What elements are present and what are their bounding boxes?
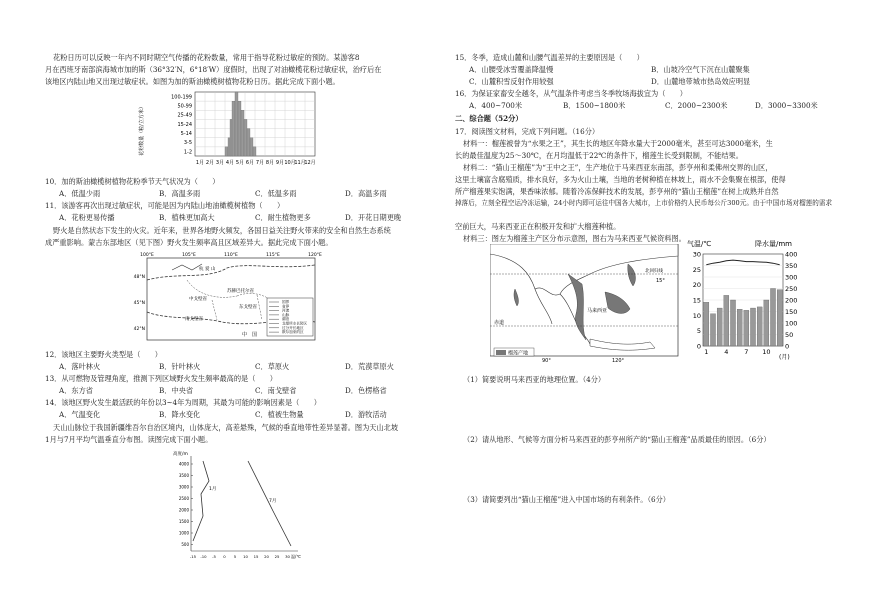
q10-option-c[interactable]: C．低温多雨 <box>255 189 297 198</box>
q14-option-b[interactable]: B．降水变化 <box>159 410 201 419</box>
temp-xtick: 15 <box>253 554 259 559</box>
map-lat-label: 42°N <box>133 327 145 332</box>
map-legend-item: 过分开长地区 <box>282 325 304 330</box>
map-legend-item: 戈壁所水长防区 <box>282 321 308 326</box>
q12-option-c[interactable]: C．草原火 <box>255 362 290 371</box>
climate-precip-bar <box>724 295 729 346</box>
climate-precip-bar <box>750 308 755 346</box>
climate-precip-tick: 400 <box>785 250 798 259</box>
map-legend-item: 湖泊 <box>282 317 290 322</box>
material3: 材料三：图左为榴莲主产区分布示意图，图右为马来西亚气候资料图。 <box>463 234 686 243</box>
map-lon-label: 105°E <box>182 253 196 258</box>
q14-stem: 14．该地区野火发生最活跃的年份以3~4年为周期，其最为可能的影响因素是（ ） <box>45 398 321 407</box>
map-country-label: 中 国 <box>242 332 258 338</box>
pollen-bar <box>225 147 228 156</box>
pollen-xtick: 3月 <box>215 160 225 166</box>
map-lon-label: 100°E <box>140 253 154 258</box>
intro-pollen-1: 花粉日历可以反映一年内不同时期空气传播的花粉数量，常用于指导花粉过敏症的预防。某游客8 <box>53 53 360 62</box>
climate-precip-bar <box>710 314 715 346</box>
pollen-calendar-chart <box>135 90 345 170</box>
q16-option-d[interactable]: D．3000~3300米 <box>755 101 818 110</box>
q16-option-c[interactable]: C．2000~2300米 <box>665 101 728 110</box>
pollen-xtick: 2月 <box>205 160 215 166</box>
pollen-ylabel: 花粉数量（粒/立方米） <box>139 104 145 156</box>
map-region-label: 中戈壁省 <box>189 297 207 302</box>
jan-temp-line <box>193 461 209 541</box>
map-lon-90: 90° <box>542 358 551 364</box>
q16-option-b[interactable]: B．1500~1800米 <box>563 101 626 110</box>
q16-option-a[interactable]: A．400~700米 <box>469 101 523 110</box>
q14-option-a[interactable]: A．气温变化 <box>59 410 101 419</box>
pollen-ytick: 50-99 <box>177 103 192 110</box>
pollen-xtick: 10月 <box>284 160 296 166</box>
map-legend-item: 省界 <box>282 304 290 309</box>
climate-precip-tick: 350 <box>785 262 798 270</box>
sub-question-2: （2）请从地形、气候等方面分析马来西亚的彭亨州所产的“猫山王榴莲”品质最佳的原因。（6分） <box>463 435 771 444</box>
durian-region-map <box>490 244 680 364</box>
material2-line4: 掉落后，立刻全程空运冷冻运输，24小时内即可运往中国各大城市，上市价格约人民币每公斤300元。由于中国市场对榴莲的需求 <box>455 199 833 207</box>
section-heading: 二、综合题（52分） <box>455 114 523 123</box>
pollen-bar <box>247 129 250 156</box>
jan-line-label: 1月 <box>209 487 217 492</box>
q15-option-b[interactable]: B．山坡冷空气下沉在山麓聚集 <box>651 65 750 74</box>
q11-stem: 11．该游客再次出现过敏症状，可能是因为内陆山地油橄榄树植物（ ） <box>45 201 285 210</box>
climate-month-tick: 7 <box>744 348 749 356</box>
pollen-ytick: 5-14 <box>180 130 192 137</box>
map-region-label: 南戈壁省 <box>185 317 203 322</box>
temp-xunit: 温/℃ <box>291 554 301 559</box>
tianshan-temperature-chart <box>163 446 313 566</box>
pollen-bar <box>244 119 247 156</box>
intro-pollen-2: 月在西班牙南部滨海城市加的斯（36°32′N，6°18′W）度假时，出现了对油橄榄花粉过敏症状，治疗后在 <box>45 65 382 74</box>
temp-ytick: 3000 <box>178 484 189 490</box>
q12-option-a[interactable]: A．落叶林火 <box>59 362 101 371</box>
pollen-xtick: 9月 <box>275 160 285 166</box>
q12-option-d[interactable]: D．荒漠草原火 <box>345 362 394 371</box>
climate-precip-bar <box>704 302 709 346</box>
pollen-xtick: 6月 <box>245 160 255 166</box>
temp-ytick: 2500 <box>178 496 189 501</box>
climate-temp-unit: 气温/℃ <box>687 240 712 248</box>
pollen-bar <box>241 110 244 156</box>
climate-precip-bar <box>764 300 769 346</box>
map-region-label: 东戈壁省 <box>239 305 257 310</box>
map-tropic-label: 北回归线 <box>645 269 663 274</box>
material1-line2: 长的最佳温度为25～30℃，在月均温低于22℃的条件下，榴莲生长受到限制，不能结果。 <box>455 151 743 160</box>
map-lat-label: 45°N <box>133 301 145 306</box>
climate-precip-bar <box>730 300 735 346</box>
temp-xtick: 0 <box>223 554 226 559</box>
climate-month-unit: (月) <box>779 354 790 361</box>
pollen-ytick: 25-49 <box>177 112 192 119</box>
sub-question-1: （1）简要说明马来西亚的地理位置。（4分） <box>463 375 606 384</box>
climate-month-tick: 10 <box>762 348 771 356</box>
climate-temp-tick: 5 <box>696 327 701 336</box>
climate-precip-bar <box>770 289 775 347</box>
q13-option-b[interactable]: B．中央省 <box>159 386 194 395</box>
q13-stem: 13．从可燃物及管理角度，推测下列区域野火发生频率最高的是（ ） <box>45 374 277 383</box>
map-lon-label: 120°E <box>308 253 322 258</box>
temp-ytick: 500 <box>181 542 189 547</box>
map-lat-label: 48°N <box>133 275 145 280</box>
climate-temp-tick: 0 <box>696 342 701 351</box>
material2-line1: 材料二：“猫山王榴莲”为“王中之王”，生产地位于马来西亚东南部，彭亨州和柔佛州交界的山区， <box>463 163 773 172</box>
temp-xtick: -10 <box>200 554 207 559</box>
map-equator-label: 赤道 <box>494 320 505 326</box>
intro-wildfire-1: 野火是自然状态下发生的火灾。近年来，世界各地野火频发，各国日益关注野火带来的安全和自然生态系统 <box>53 226 391 235</box>
climate-precip-bar <box>777 290 782 346</box>
q17-stem: 17．阅读图文材料，完成下列问题。（16分） <box>455 127 600 136</box>
pollen-xtick: 11月 <box>294 160 306 166</box>
q15-stem: 15．冬季，造成山麓和山腰气温差异的主要原因是（ ） <box>455 53 644 62</box>
temp-ytick: 2000 <box>178 507 189 513</box>
temp-xtick: -5 <box>212 554 216 559</box>
climate-temp-tick: 10 <box>692 311 701 320</box>
climate-temp-tick: 25 <box>692 265 701 274</box>
q16-stem: 16．为保证家畜安全越冬，从气温条件考虑当冬季牧场海拔宜为（ ） <box>455 89 687 98</box>
climate-month-tick: 1 <box>704 348 709 356</box>
climate-temp-tick: 15 <box>692 296 701 305</box>
climate-temp-tick: 20 <box>692 281 701 290</box>
map-legend-item: 河流 <box>282 308 290 313</box>
temp-xtick: 30 <box>285 554 290 559</box>
material1-line1: 材料一：榴莲被誉为“水果之王”，其生长的地区年降水量大于2000毫米，甚至可达3000毫米，生 <box>463 139 773 148</box>
map-legend-item: 国界 <box>282 300 290 304</box>
temp-xtick: 25 <box>274 554 280 559</box>
map-region-label: 苏赫巴托尔省 <box>227 289 254 294</box>
climate-precip-tick: 200 <box>785 296 798 305</box>
q15-option-c[interactable]: C．山麓积雪反射作用较强 <box>469 77 554 86</box>
q10-option-d[interactable]: D．高温多雨 <box>345 189 387 198</box>
sub-question-3: （3）请简要列出“猫山王榴莲”进入中国市场的有利条件。（6分） <box>463 495 670 504</box>
pollen-bar <box>235 92 238 156</box>
material2-line2: 这里土壤富含腐殖质，排水良好，多为火山土壤，当地的老树种植在林坡上，雨水不会集聚在根部，使得 <box>455 175 786 184</box>
pollen-ytick: 1-2 <box>183 149 192 156</box>
climate-temp-tick: 30 <box>692 250 701 259</box>
climate-precip-tick: 300 <box>785 273 798 282</box>
climate-precip-bar <box>757 307 762 346</box>
pollen-xtick: 4月 <box>225 160 235 166</box>
q11-option-d[interactable]: D．开花日期更晚 <box>345 213 402 222</box>
climate-precip-tick: 150 <box>785 308 798 316</box>
q12-option-b[interactable]: B．针叶林火 <box>159 362 201 371</box>
pollen-bar <box>232 101 235 156</box>
q10-stem: 10．加的斯油橄榄树植物花粉季节天气状况为（ ） <box>45 177 220 186</box>
temp-xtick: 20 <box>264 554 269 559</box>
q15-option-a[interactable]: A．山腰受冰雪覆盖降温慢 <box>469 65 554 74</box>
temp-xtick: -15 <box>189 554 197 559</box>
climate-month-tick: 4 <box>724 348 729 356</box>
pollen-ytick: 15-24 <box>177 121 192 128</box>
map-lon-label: 115°E <box>266 253 280 258</box>
climate-precip-bar <box>717 308 722 346</box>
pollen-xtick: 12月 <box>304 160 316 166</box>
temp-ytick: 4000 <box>178 461 189 467</box>
material2-line5: 空前巨大，马来西亚正在积极开发和扩大榴莲种植。 <box>455 222 621 231</box>
map-region-label: 杭 <box>199 267 204 272</box>
pollen-bar <box>238 101 241 156</box>
climate-precip-tick: 100 <box>785 319 798 328</box>
q13-option-d[interactable]: D．色楞格省 <box>345 386 387 395</box>
map-legend-item: 山脉 <box>282 312 290 317</box>
climate-precip-unit: 降水量/mm <box>755 240 792 248</box>
map-malaysia-label: 马来西亚 <box>587 308 608 314</box>
climate-precip-bar <box>744 310 749 346</box>
q15-option-d[interactable]: D．山麓地带城市热岛效应明显 <box>651 77 751 86</box>
map-region-label: 山 <box>211 267 216 272</box>
climate-precip-tick: 50 <box>785 331 794 339</box>
q14-option-c[interactable]: C．植被生物量 <box>255 410 304 419</box>
climate-temp-line <box>706 260 779 265</box>
climate-precip-tick: 250 <box>785 285 798 293</box>
pollen-xtick: 1月 <box>195 160 205 166</box>
malaysia-climate-chart <box>683 236 813 362</box>
map-lat-15: 15° <box>656 278 665 284</box>
q13-option-a[interactable]: A．东方省 <box>59 386 93 395</box>
map-legend-swatch <box>496 350 506 355</box>
temp-xtick: 5 <box>233 554 237 559</box>
q10-option-a[interactable]: A．低温少雨 <box>59 189 101 198</box>
mongolia-map <box>127 250 347 346</box>
q11-option-c[interactable]: C．耐生植物更多 <box>255 213 311 222</box>
intro-wildfire-2: 成严重影响。蒙古东部地区（见下图）野火发生频率高且区域差异大。据此完成下面小题。 <box>45 238 333 247</box>
pollen-xtick: 5月 <box>235 160 245 166</box>
pollen-bar <box>253 147 256 156</box>
map-legend-item: 散尔加来的区 <box>282 330 304 335</box>
temp-ylabel: 高度/m <box>173 452 188 457</box>
map-lon-120: 120° <box>612 358 625 364</box>
pollen-bar <box>250 138 253 156</box>
intro-tianshan-2: 1月与7月平均气温垂直分布图。读图完成下面小题。 <box>45 435 213 444</box>
map-legend-label: 榴莲产地 <box>508 350 529 357</box>
temp-xtick: 10 <box>243 554 248 559</box>
pollen-xtick: 7月 <box>255 160 265 166</box>
pollen-ytick: 100-199 <box>171 94 192 101</box>
temp-ytick: 3500 <box>178 473 189 478</box>
q10-option-b[interactable]: B．高温多雨 <box>159 189 201 198</box>
q11-option-a[interactable]: A．花粉更易传播 <box>59 213 115 222</box>
temp-ytick: 1500 <box>178 519 189 524</box>
intro-pollen-3: 该地区内陆山地又出现过敏症状。如图为加的斯油橄榄树植物花粉日历。据此完成下面小题。 <box>45 77 340 86</box>
climate-precip-bar <box>737 309 742 346</box>
q12-stem: 12．该地区主要野火类型是（ ） <box>45 350 162 359</box>
pollen-ytick: 3-5 <box>183 140 192 147</box>
jul-line-label: 7月 <box>269 499 277 504</box>
material2-line3: 所产榴莲果实饱满，果香味浓郁。随着冷冻保鲜技术的发展，彭亨州的“猫山王榴莲”在树上成熟并自然 <box>455 187 779 196</box>
map-region-label: 爱 <box>205 267 210 272</box>
q14-option-d[interactable]: D．游牧活动 <box>345 410 387 419</box>
q13-option-c[interactable]: C．南戈壁省 <box>255 386 297 395</box>
pollen-xtick: 8月 <box>265 160 275 166</box>
intro-tianshan-1: 天山山脉位于我国新疆维吾尔自治区境内，山体庞大，高差悬殊，气候的垂直地带性差异显著。图为天山北坡 <box>53 423 399 432</box>
temp-ytick: 1000 <box>178 530 189 536</box>
q11-option-b[interactable]: B．植株更加高大 <box>159 213 215 222</box>
climate-precip-tick: 0 <box>785 342 790 351</box>
map-lon-label: 110°E <box>224 253 238 258</box>
